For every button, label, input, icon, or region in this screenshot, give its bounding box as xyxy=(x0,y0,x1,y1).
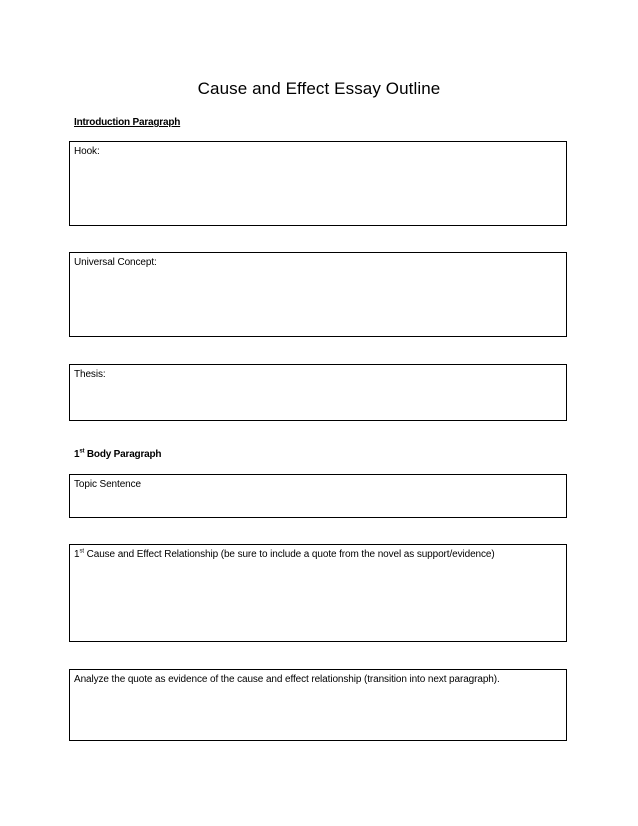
analyze-quote-box[interactable] xyxy=(69,669,567,741)
body-heading-ordinal-number: 1 xyxy=(74,449,80,460)
universal-concept-label: Universal Concept: xyxy=(74,257,157,268)
cause-effect-ordinal-number: 1 xyxy=(74,549,80,560)
topic-sentence-box[interactable] xyxy=(69,474,567,518)
body-heading-ordinal-suffix: st xyxy=(79,448,85,455)
cause-effect-text: Cause and Effect Relationship (be sure to include a quote from the novel as support/evidence) xyxy=(83,549,495,560)
hook-label: Hook: xyxy=(74,146,100,157)
topic-sentence-label: Topic Sentence xyxy=(74,479,141,490)
cause-effect-relationship-label xyxy=(74,549,562,560)
analyze-quote-label: Analyze the quote as evidence of the cause and effect relationship (transition into next paragraph). xyxy=(74,674,500,685)
body-heading-text: Body Paragraph xyxy=(84,449,162,460)
intro-paragraph-heading: Introduction Paragraph xyxy=(74,117,181,128)
thesis-label: Thesis: xyxy=(74,369,106,380)
cause-effect-ordinal-suffix: st xyxy=(79,548,84,555)
page-title: Cause and Effect Essay Outline xyxy=(197,79,441,98)
hook-box[interactable] xyxy=(69,141,567,226)
body-paragraph-1-heading xyxy=(74,449,161,460)
cause-effect-relationship-box[interactable] xyxy=(69,544,567,642)
universal-concept-box[interactable] xyxy=(69,252,567,337)
thesis-box[interactable] xyxy=(69,364,567,421)
